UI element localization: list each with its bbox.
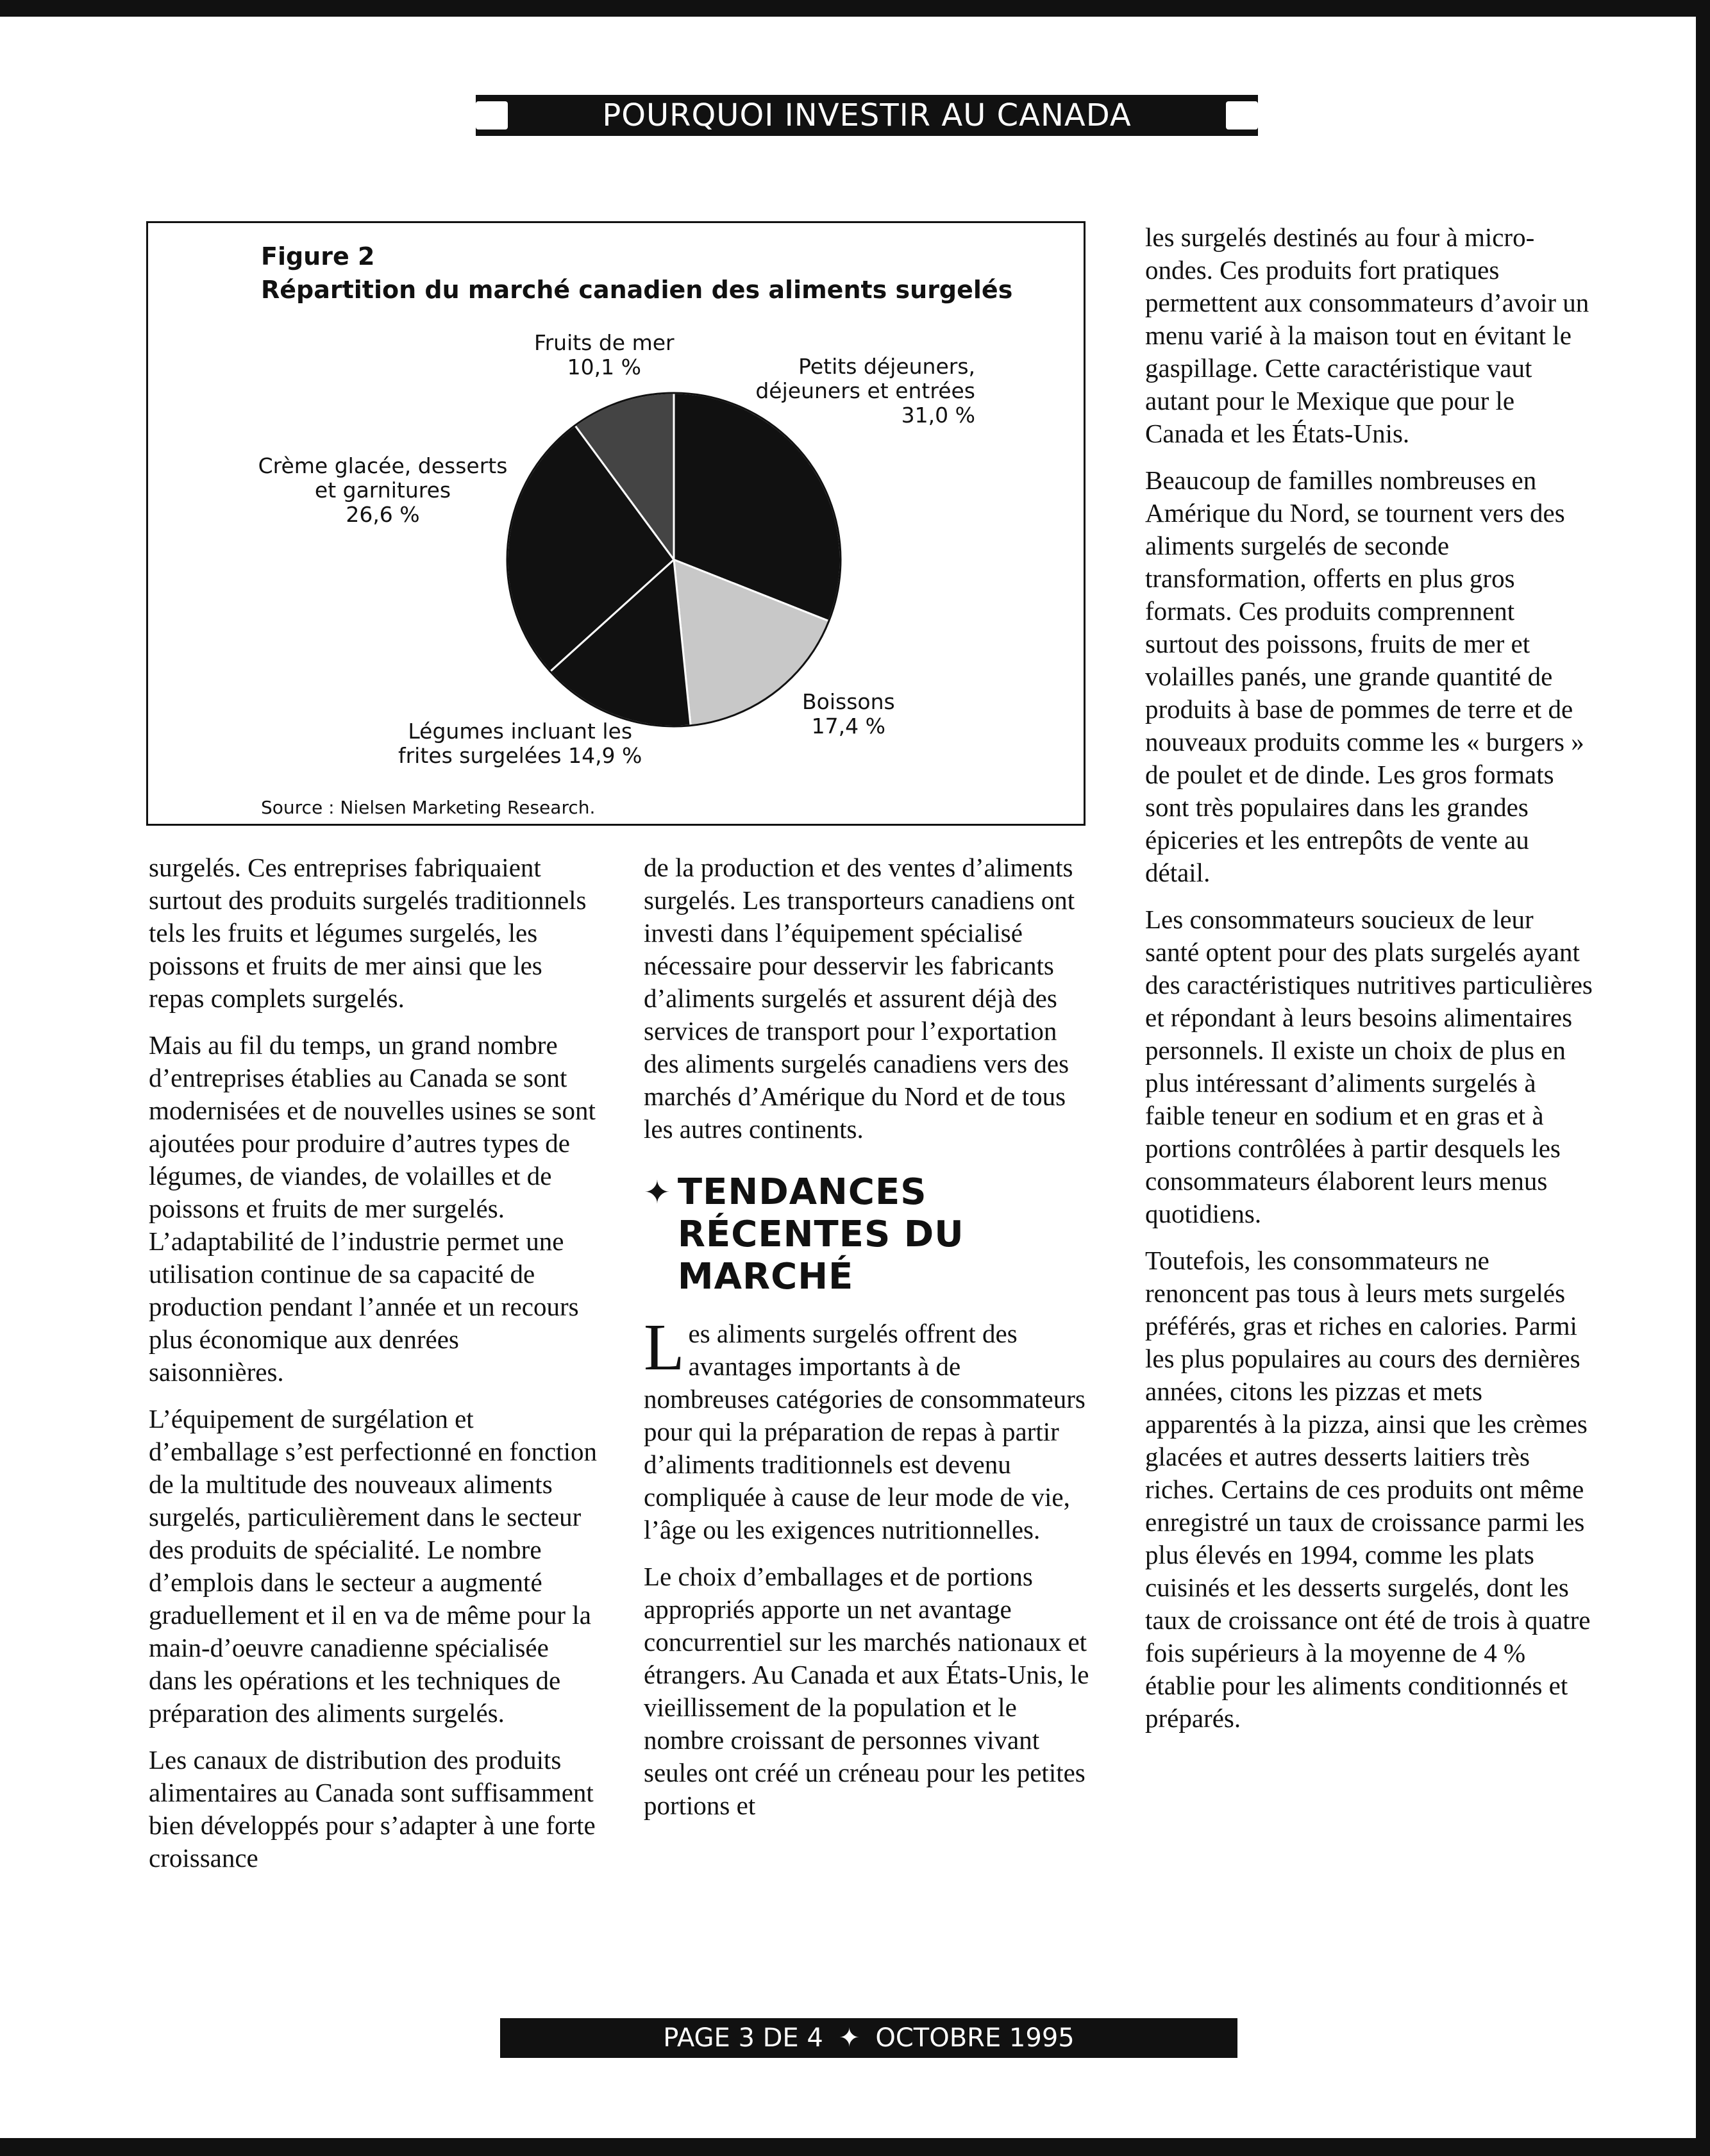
label-fruits-de-mer: Fruits de mer 10,1 %	[534, 330, 675, 380]
figure-2	[146, 221, 1086, 826]
label-legumes: Légumes incluant les frites surgelées 14,9 %	[398, 719, 642, 768]
paragraph: Toutefois, les consommateurs ne renoncent pas tous à leurs mets surgelés préférés, gras et riches en calories. Parmi les plus populaires au cours des dernières années, citons les pizzas et mets apparentés à la pizza, ainsi que les crèmes glacées et autres desserts laitiers très riches. Certains de ces produits ont même enregistré un taux de croissance parmi les plus élevés en 1994, comme les plats cuisinés et les desserts surgelés, dont les taux de croissance ont été de trois à quatre fois supérieurs à la moyenne de 4 % établie pour les aliments conditionnés et préparés.	[1145, 1246, 1591, 1733]
banner-title: POURQUOI INVESTIR AU CANADA	[602, 97, 1132, 133]
scan-border-bottom	[0, 2138, 1710, 2156]
header-banner	[476, 95, 1258, 136]
maple-leaf-icon: ✦	[644, 1174, 671, 1211]
maple-leaf-icon: ✦	[838, 2023, 860, 2053]
canada-logo-icon	[476, 101, 508, 130]
text-column-3	[1145, 221, 1594, 1749]
figure-caption: Répartition du marché canadien des aliments surgelés	[261, 276, 1013, 304]
figure-label: Figure 2	[261, 242, 375, 271]
label-boissons: Boissons 17,4 %	[802, 689, 895, 739]
paragraph: Mais au fil du temps, un grand nombre d’entreprises établies au Canada se sont modernisées et de nouvelles usines se sont ajoutées pour produire d’autres types de légumes, de viandes, de volailles et de poissons et fruits de mer surgelés. L’adaptabilité de l’industrie permet une utilisation continue de sa capacité de production pendant l’année et un recours plus économique aux denrées saisonnières.	[149, 1030, 596, 1387]
paragraph: les surgelés destinés au four à micro-ondes. Ces produits fort pratiques permettent aux consommateurs d’avoir un menu varié à la maison tout en évitant le gaspillage. Cette caractéristique vaut autant pour le Mexique que pour le Canada et les États-Unis.	[1145, 222, 1589, 448]
footer-bar	[500, 2018, 1237, 2058]
text-column-2	[644, 851, 1093, 1836]
paragraph: Les canaux de distribution des produits alimentaires au Canada sont suffisamment bien développés pour s’adapter à une forte croissance	[149, 1745, 596, 1873]
figure-source: Source : Nielsen Marketing Research.	[261, 797, 596, 818]
canada-logo-icon	[1226, 101, 1258, 130]
paragraph: Le choix d’emballages et de portions appropriés apporte un net avantage concurrentiel sur les marchés nationaux et étrangers. Au Canada et aux États-Unis, le vieillissement de la population et le nombre croissant de personnes vivant seules ont créé un créneau pour les petites portions et	[644, 1562, 1089, 1820]
scan-border-right	[1696, 0, 1710, 2156]
paragraph: L’équipement de surgélation et d’emballage s’est perfectionné en fonction de la multitude des nouveaux aliments surgelés, particulièrement dans le secteur des produits de spécialité. Le nombre d’emplois dans le secteur a augmenté graduellement et il en va de même pour la main-d’oeuvre canadienne spécialisée dans les opérations et les techniques de préparation des aliments surgelés.	[149, 1404, 597, 1728]
paragraph: Les consommateurs soucieux de leur santé optent pour des plats surgelés ayant des caractéristiques nutritives particulières et répondant à leurs besoins alimentaires personnels. Il existe un choix de plus en plus intéressant d’aliments surgelés à faible teneur en sodium et en gras et à portions contrôlées à partir desquels les consommateurs élaborent leurs menus quotidiens.	[1145, 905, 1593, 1228]
text-column-1	[149, 851, 598, 1889]
label-petits-dejeuners: Petits déjeuners, déjeuners et entrées 31,0 %	[755, 354, 975, 428]
page-number: PAGE 3 DE 4	[663, 2023, 823, 2053]
paragraph: de la production et des ventes d’aliments surgelés. Les transporteurs canadiens ont investi dans l’équipement spécialisé nécessaire pour desservir les fabricants d’aliments surgelés et assurent déjà des services de transport pour l’exportation des aliments surgelés canadiens vers des marchés d’Amérique du Nord et de tous les autres continents.	[644, 853, 1075, 1144]
section-heading: ✦ TENDANCES RÉCENTES DU MARCHÉ	[644, 1171, 964, 1298]
scan-border-top	[0, 0, 1710, 17]
paragraph: surgelés. Ces entreprises fabriquaient surtout des produits surgelés traditionnels tels les fruits et légumes surgelés, les poissons et fruits de mer ainsi que les repas complets surgelés.	[149, 853, 587, 1013]
paragraph: Beaucoup de familles nombreuses en Amérique du Nord, se tournent vers des aliments surgelés de seconde transformation, offerts en plus gros formats. Ces produits comprennent surtout des poissons, fruits de mer et volailles panés, une grande quantité de produits à base de pommes de terre et de nouveaux produits comme les « burgers » de poulet et de dinde. Les gros formats sont très populaires dans les grandes épiceries et les entrepôts de vente au détail.	[1145, 465, 1584, 887]
label-creme-glacee: Crème glacée, desserts et garnitures 26,6 %	[258, 453, 508, 527]
paragraph: Les aliments surgelés offrent des avantages importants à de nombreuses catégories de consommateurs pour qui la préparation de repas à partir d’aliments traditionnels est devenu compliquée à cause de leur mode de vie, l’âge ou les exigences nutritionnelles.	[644, 1310, 1086, 1544]
drop-cap: L	[644, 1310, 685, 1384]
issue-date: OCTOBRE 1995	[875, 2023, 1075, 2053]
